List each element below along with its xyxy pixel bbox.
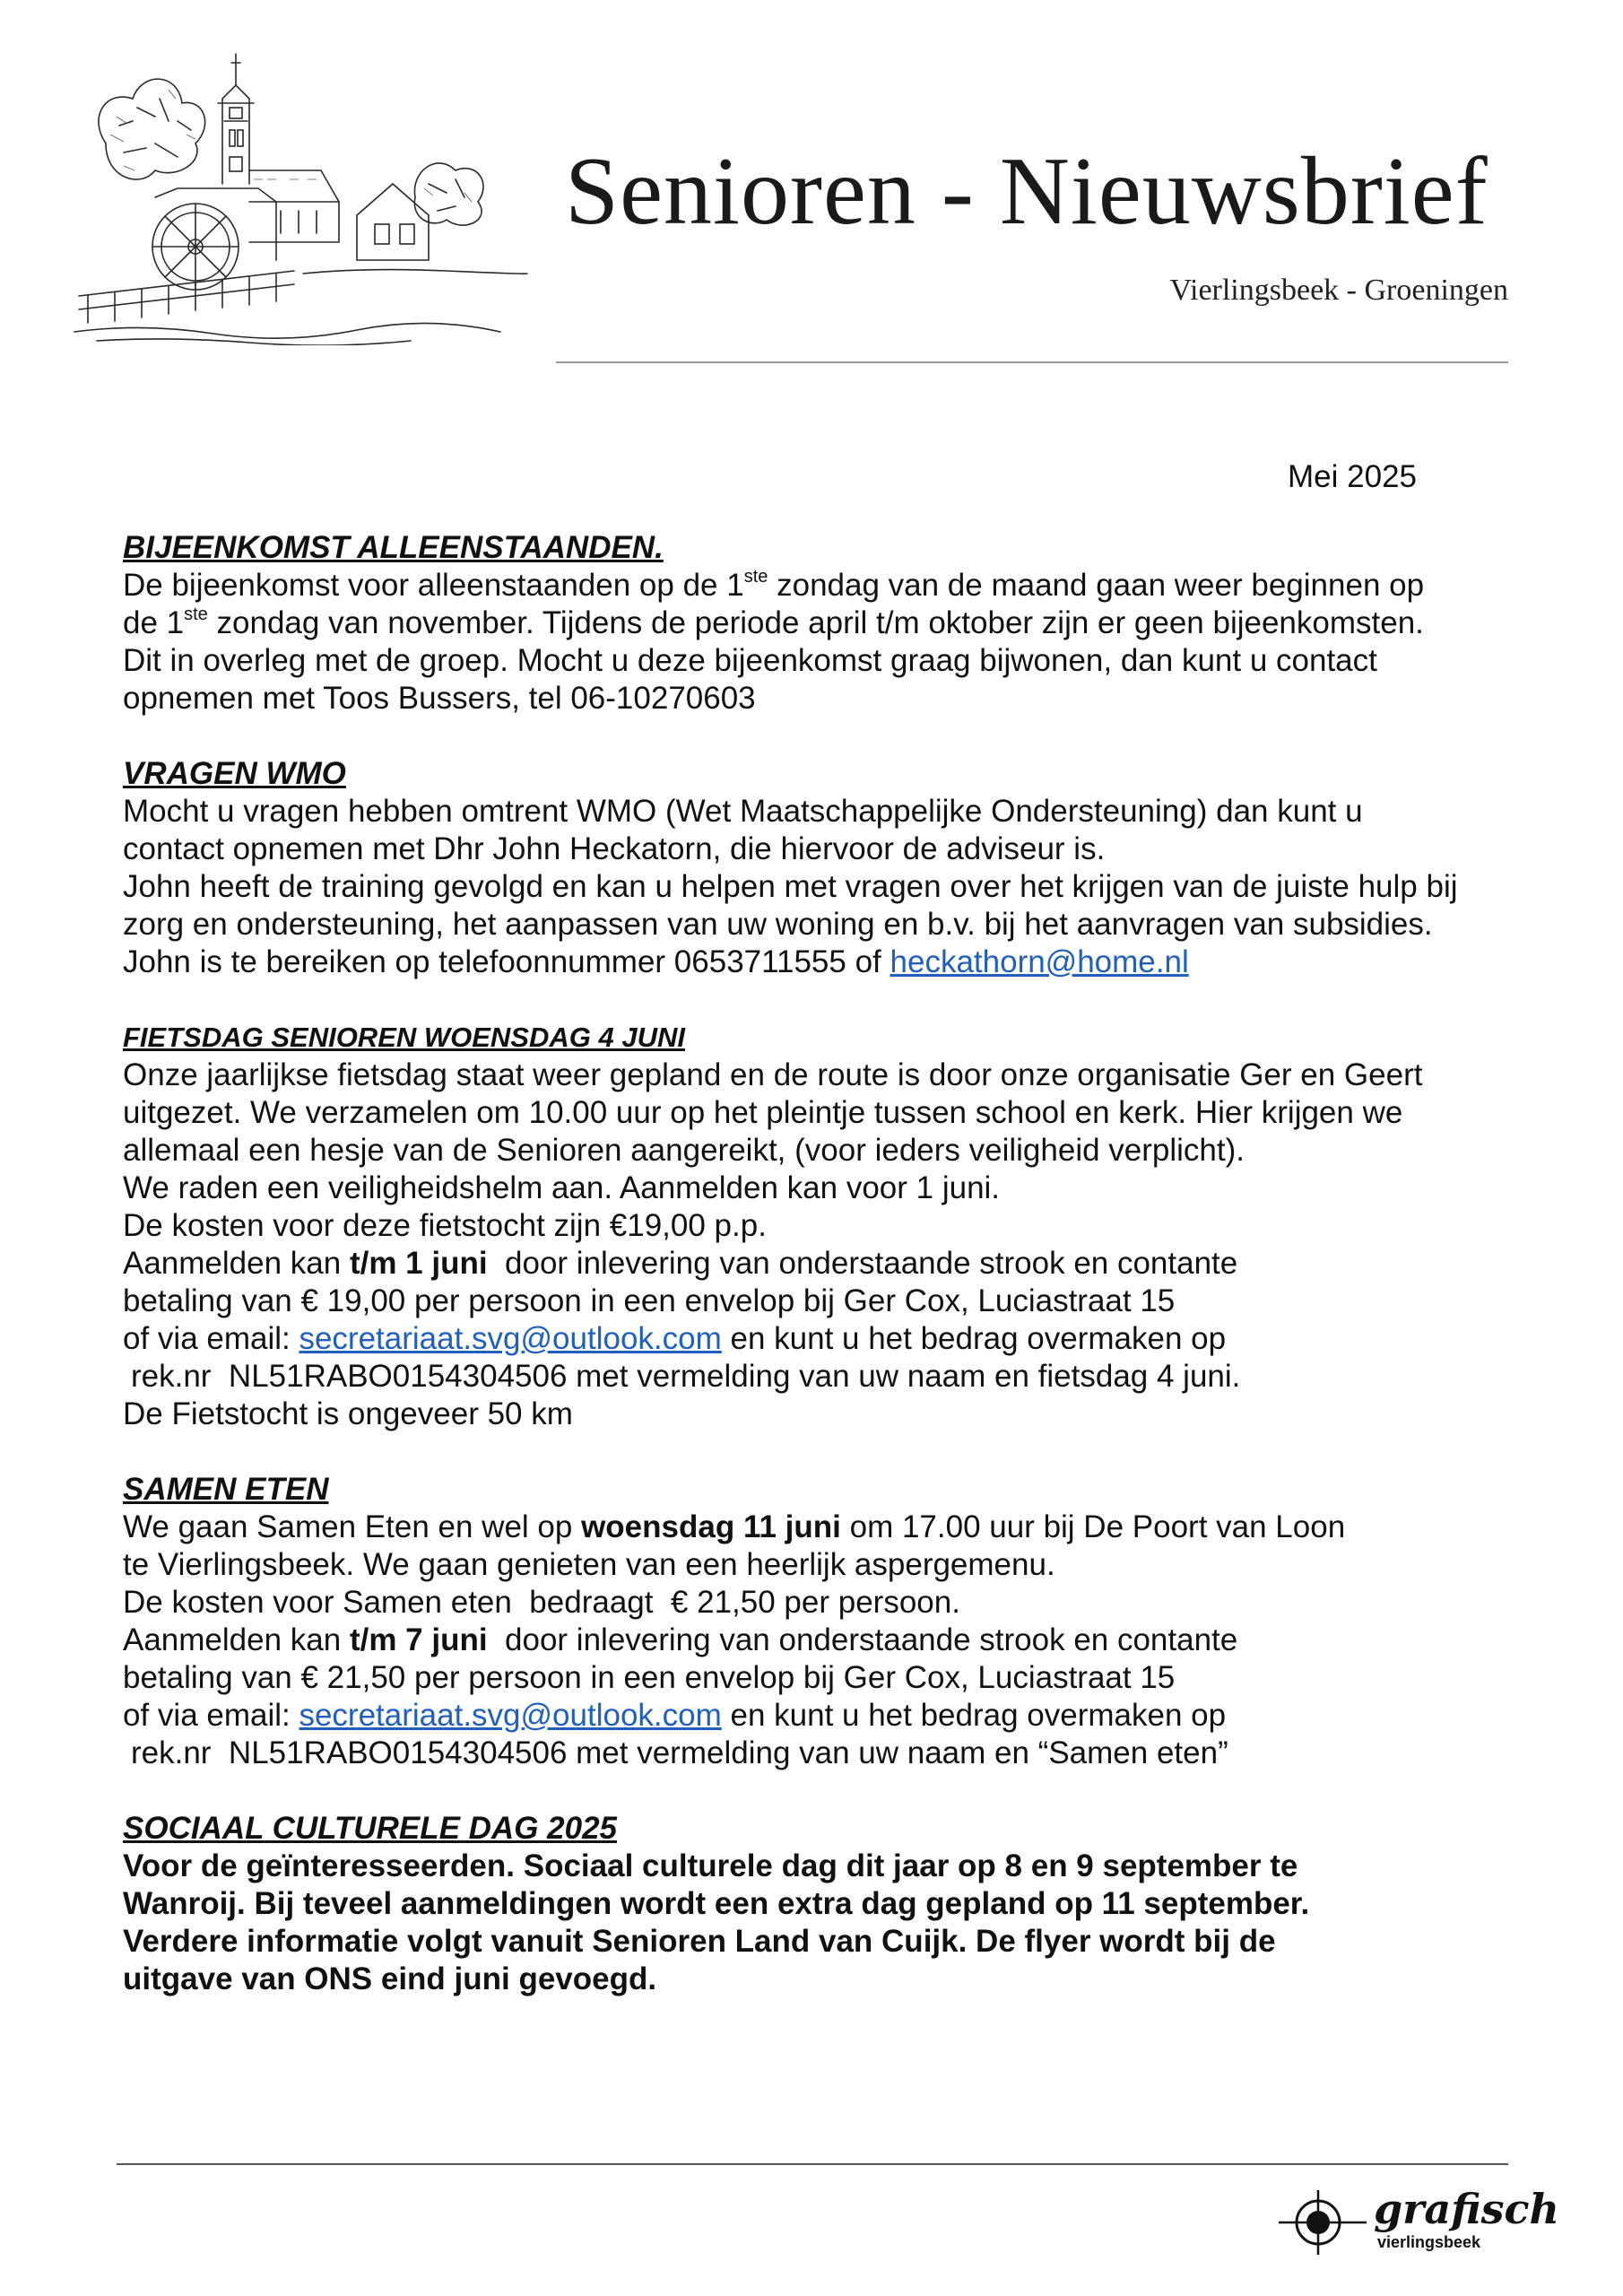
text: en kunt u het bedrag overmaken op (721, 1321, 1227, 1356)
text: en kunt u het bedrag overmaken op (721, 1698, 1227, 1733)
paragraph-line: opnemen met Toos Bussers, tel 06-10270603 (123, 681, 756, 716)
paragraph-line (123, 604, 1522, 642)
email-link-secretariaat[interactable]: secretariaat.svg@outlook.com (299, 1698, 722, 1733)
section-sociaal-culturele-dag (123, 1810, 1522, 1998)
paragraph-line (123, 944, 1522, 981)
paragraph-line: De kosten voor Samen eten bedraagt € 21,50 per persoon. (123, 1585, 960, 1620)
issue-date: Mei 2025 (1288, 459, 1417, 494)
paragraph-line: Dit in overleg met de groep. Mocht u deze bijeenkomst graag bijwonen, dan kunt u contact (123, 643, 1377, 678)
paragraph-line: betaling van € 19,00 per persoon in een envelop bij Ger Cox, Luciastraat 15 (123, 1283, 1176, 1318)
text: de 1 (123, 605, 185, 640)
text: of via email: (123, 1698, 299, 1733)
text: door inlevering van onderstaande strook en contante (487, 1246, 1238, 1281)
paragraph-line: te Vierlingsbeek. We gaan genieten van een heerlijk aspergemenu. (123, 1547, 1055, 1582)
text: John is te bereiken op telefoonnummer 0653711555 of (123, 944, 890, 979)
superscript: ste (184, 604, 208, 624)
paragraph-line: betaling van € 21,50 per persoon in een envelop bij Ger Cox, Luciastraat 15 (123, 1660, 1176, 1695)
deadline-text: t/m 1 juni (349, 1246, 488, 1281)
crosshair-icon (1273, 2187, 1372, 2258)
paragraph-line: rek.nr NL51RABO0154304506 met vermelding van uw naam en fietsdag 4 juni. (131, 1359, 1241, 1394)
logo-subtext: vierlingsbeek (1377, 2233, 1481, 2251)
paragraph-line: Wanroij. Bij teveel aanmeldingen wordt een extra dag gepland op 11 september. (123, 1886, 1310, 1921)
paragraph-line (123, 1320, 1522, 1358)
text: of via email: (123, 1321, 299, 1356)
paragraph-line (123, 1245, 1522, 1283)
logo-wordmark: grafisch (1374, 2185, 1559, 2233)
text: We gaan Samen Eten en wel op (123, 1509, 582, 1544)
section-samen-eten (123, 1471, 1522, 1772)
paragraph-line: allemaal een hesje van de Senioren aangereikt, (voor ieders veiligheid verplicht). (123, 1133, 1245, 1168)
text: Aanmelden kan (123, 1246, 350, 1281)
text: zondag van november. Tijdens de periode april t/m oktober zijn er geen bijeenkomsten. (207, 605, 1424, 640)
text: zondag van de maand gaan weer beginnen op (768, 568, 1425, 603)
newsletter-title: Senioren - Nieuwsbrief (565, 138, 1488, 245)
footer-divider (117, 2163, 1508, 2165)
paragraph-line: De kosten voor deze fietstocht zijn €19,00 p.p. (123, 1208, 767, 1243)
text: door inlevering van onderstaande strook en contante (487, 1622, 1238, 1657)
newsletter-subtitle: Vierlingsbeek - Groeningen (1169, 274, 1508, 307)
village-church-illustration (70, 36, 541, 345)
deadline-text: t/m 7 juni (349, 1622, 488, 1657)
paragraph-line: Verdere informatie volgt vanuit Senioren Land van Cuijk. De flyer wordt bij de (123, 1924, 1276, 1959)
paragraph-line: We raden een veiligheidshelm aan. Aanmelden kan voor 1 juni. (123, 1170, 1001, 1205)
date-text: woensdag 11 juni (581, 1509, 841, 1544)
section-alleenstaanden (123, 529, 1522, 718)
paragraph-line: uitgezet. We verzamelen om 10.00 uur op het pleintje tussen school en kerk. Hier krijgen we (123, 1095, 1403, 1130)
paragraph-line (123, 1622, 1522, 1659)
newsletter-body (123, 529, 1522, 2036)
grafisch-logo (1273, 2185, 1559, 2258)
email-link-secretariaat[interactable]: secretariaat.svg@outlook.com (299, 1321, 722, 1356)
paragraph-line: rek.nr NL51RABO0154304506 met vermelding van uw naam en “Samen eten” (131, 1735, 1228, 1770)
masthead-divider (556, 361, 1508, 363)
text: Aanmelden kan (123, 1622, 350, 1657)
paragraph-line: Mocht u vragen hebben omtrent WMO (Wet Maatschappelijke Ondersteuning) dan kunt u (123, 794, 1363, 829)
text: om 17.00 uur bij De Poort van Loon (840, 1509, 1346, 1544)
section-fietsdag (123, 1019, 1522, 1433)
section-wmo (123, 755, 1522, 981)
text: De bijeenkomst voor alleenstaanden op de 1 (123, 568, 744, 603)
section-heading: SOCIAAL CULTURELE DAG 2025 (123, 1811, 618, 1846)
paragraph-line: De Fietstocht is ongeveer 50 km (123, 1396, 573, 1431)
paragraph-line (123, 1697, 1522, 1735)
section-heading: SAMEN ETEN (123, 1472, 329, 1507)
paragraph-line: uitgave van ONS eind juni gevoegd. (123, 1961, 657, 1996)
paragraph-line: John heeft de training gevolgd en kan u helpen met vragen over het krijgen van de juiste hulp bij (123, 869, 1458, 904)
paragraph-line: Onze jaarlijkse fietsdag staat weer gepland en de route is door onze organisatie Ger en Geert (123, 1057, 1423, 1092)
paragraph-line: contact opnemen met Dhr John Heckatorn, die hiervoor de adviseur is. (123, 831, 1106, 866)
paragraph-line: zorg en ondersteuning, het aanpassen van uw woning en b.v. bij het aanvragen van subsidies. (123, 907, 1433, 942)
email-link-heckathorn[interactable]: heckathorn@home.nl (890, 944, 1189, 979)
paragraph-line (123, 567, 1522, 604)
superscript: ste (743, 567, 768, 587)
section-heading: VRAGEN WMO (123, 756, 346, 791)
section-heading: FIETSDAG SENIOREN WOENSDAG 4 JUNI (123, 1022, 685, 1053)
section-heading: BIJEENKOMST ALLEENSTAANDEN. (123, 530, 664, 565)
paragraph-line: Voor de geïnteresseerden. Sociaal culturele dag dit jaar op 8 en 9 september te (123, 1848, 1298, 1883)
paragraph-line (123, 1509, 1522, 1546)
